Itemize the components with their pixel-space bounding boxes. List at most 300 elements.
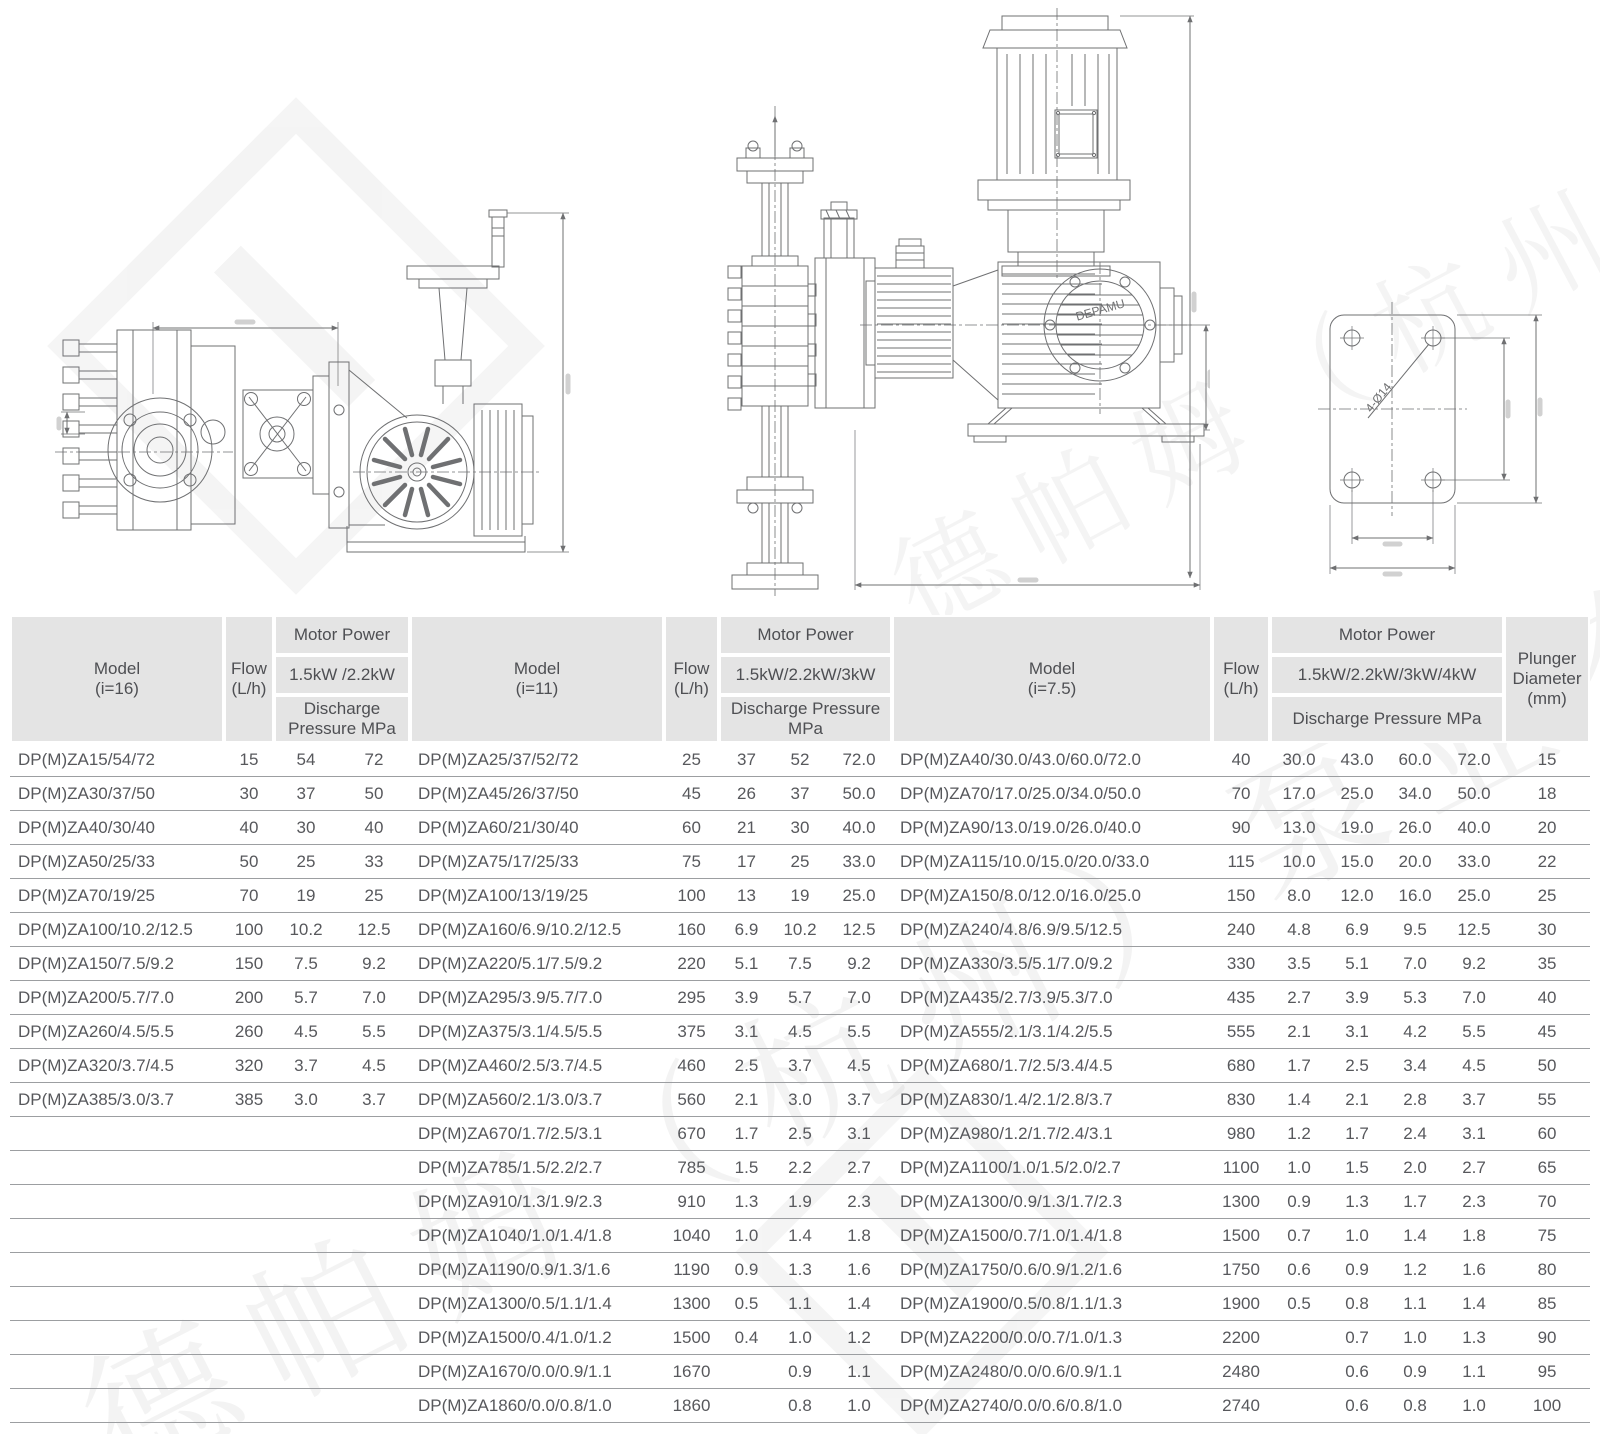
flow-cell (224, 1117, 274, 1151)
pressure-cell: 4.8 (1270, 913, 1328, 947)
pressure-cell: 2.8 (1386, 1083, 1444, 1117)
model-cell: DP(M)ZA45/26/37/50 (410, 777, 664, 811)
flow-cell: 670 (664, 1117, 719, 1151)
pressure-cell: 0.4 (719, 1321, 774, 1355)
flow-cell: 830 (1212, 1083, 1270, 1117)
pressure-cell (338, 1185, 410, 1219)
pressure-cell (338, 1389, 410, 1423)
pressure-cell: 1.3 (719, 1185, 774, 1219)
model-cell: DP(M)ZA295/3.9/5.7/7.0 (410, 981, 664, 1015)
table-row (10, 1253, 1590, 1287)
pressure-cell: 9.2 (826, 947, 892, 981)
pressure-cell: 25 (274, 845, 338, 879)
pressure-cell: 1.0 (774, 1321, 826, 1355)
pressure-cell: 3.9 (719, 981, 774, 1015)
pressure-cell: 2.3 (826, 1185, 892, 1219)
pressure-cell: 5.1 (1328, 947, 1386, 981)
pressure-cell: 72.0 (826, 743, 892, 777)
pressure-cell: 1.7 (1386, 1185, 1444, 1219)
model-cell: DP(M)ZA1750/0.6/0.9/1.2/1.6 (892, 1253, 1212, 1287)
flow-cell: 25 (664, 743, 719, 777)
pressure-cell: 2.5 (774, 1117, 826, 1151)
pressure-cell (1270, 1389, 1328, 1423)
pressure-cell: 25.0 (826, 879, 892, 913)
model-cell: DP(M)ZA25/37/52/72 (410, 743, 664, 777)
table-row (10, 1219, 1590, 1253)
model-cell: DP(M)ZA435/2.7/3.9/5.3/7.0 (892, 981, 1212, 1015)
flow-cell: 50 (224, 845, 274, 879)
flow-cell: 15 (224, 743, 274, 777)
pressure-cell: 3.0 (274, 1083, 338, 1117)
dimension-lines (1330, 315, 1542, 574)
flow-cell: 1100 (1212, 1151, 1270, 1185)
model-cell (10, 1151, 224, 1185)
pressure-cell: 50 (338, 777, 410, 811)
pressure-cell: 19 (774, 879, 826, 913)
pressure-cell: 2.0 (1386, 1151, 1444, 1185)
pressure-cell: 2.7 (1444, 1151, 1504, 1185)
pressure-cell: 0.9 (1270, 1185, 1328, 1219)
model-cell: DP(M)ZA555/2.1/3.1/4.2/5.5 (892, 1015, 1212, 1049)
model-cell: DP(M)ZA40/30/40 (10, 811, 224, 845)
pressure-cell: 26.0 (1386, 811, 1444, 845)
pressure-cell: 37 (774, 777, 826, 811)
table-row (10, 1015, 1590, 1049)
flow-cell: 60 (664, 811, 719, 845)
plunger-cell: 100 (1504, 1389, 1590, 1423)
pressure-cell: 1.8 (1444, 1219, 1504, 1253)
model-cell: DP(M)ZA70/19/25 (10, 879, 224, 913)
table-row (10, 743, 1590, 777)
flow-cell: 1500 (1212, 1219, 1270, 1253)
model-cell: DP(M)ZA50/25/33 (10, 845, 224, 879)
pressure-cell: 0.7 (1270, 1219, 1328, 1253)
handwheel (407, 210, 507, 404)
plunger-cell: 55 (1504, 1083, 1590, 1117)
pressure-cell (338, 1117, 410, 1151)
pressure-cell: 10.2 (774, 913, 826, 947)
model-cell: DP(M)ZA1860/0.0/0.8/1.0 (410, 1389, 664, 1423)
flow-cell: 2200 (1212, 1321, 1270, 1355)
pressure-cell: 5.7 (274, 981, 338, 1015)
pressure-cell: 7.0 (1386, 947, 1444, 981)
pressure-cell: 6.9 (1328, 913, 1386, 947)
model-cell: DP(M)ZA2740/0.0/0.6/0.8/1.0 (892, 1389, 1212, 1423)
flow-cell: 45 (664, 777, 719, 811)
model-cell: DP(M)ZA70/17.0/25.0/34.0/50.0 (892, 777, 1212, 811)
flow-cell: 460 (664, 1049, 719, 1083)
pressure-cell: 1.7 (1270, 1049, 1328, 1083)
flow-cell: 680 (1212, 1049, 1270, 1083)
pressure-cell: 4.5 (826, 1049, 892, 1083)
pressure-cell: 40 (338, 811, 410, 845)
pressure-cell: 1.2 (1386, 1253, 1444, 1287)
model-cell: DP(M)ZA240/4.8/6.9/9.5/12.5 (892, 913, 1212, 947)
pressure-cell: 3.7 (274, 1049, 338, 1083)
pressure-cell: 3.0 (774, 1083, 826, 1117)
flow-cell: 90 (1212, 811, 1270, 845)
pressure-cell: 33.0 (826, 845, 892, 879)
pressure-cell: 0.6 (1328, 1355, 1386, 1389)
pressure-cell: 2.3 (1444, 1185, 1504, 1219)
kw-header-i75: 1.5kW/2.2kW/3kW/4kW (1270, 655, 1504, 695)
pressure-cell: 17.0 (1270, 777, 1328, 811)
plunger-cell: 80 (1504, 1253, 1590, 1287)
plunger-cell: 45 (1504, 1015, 1590, 1049)
model-cell (10, 1355, 224, 1389)
pressure-cell (274, 1151, 338, 1185)
pressure-cell (1270, 1321, 1328, 1355)
pressure-cell: 33.0 (1444, 845, 1504, 879)
pressure-cell: 3.7 (774, 1049, 826, 1083)
pressure-cell: 3.7 (826, 1083, 892, 1117)
pressure-cell: 40.0 (1444, 811, 1504, 845)
flow-cell: 70 (224, 879, 274, 913)
pressure-cell: 1.5 (719, 1151, 774, 1185)
model-cell: DP(M)ZA150/8.0/12.0/16.0/25.0 (892, 879, 1212, 913)
pressure-cell: 2.4 (1386, 1117, 1444, 1151)
model-cell (10, 1287, 224, 1321)
pressure-cell: 1.6 (826, 1253, 892, 1287)
flow-header-i11: Flow (L/h) (664, 615, 719, 743)
flow-cell: 100 (664, 879, 719, 913)
pressure-cell (274, 1185, 338, 1219)
pressure-cell: 8.0 (1270, 879, 1328, 913)
table-row (10, 1389, 1590, 1423)
pressure-cell: 1.3 (1444, 1321, 1504, 1355)
pressure-cell: 7.5 (774, 947, 826, 981)
pressure-cell: 2.1 (1328, 1083, 1386, 1117)
pressure-cell (274, 1355, 338, 1389)
pressure-cell: 2.5 (1328, 1049, 1386, 1083)
pressure-cell: 5.5 (826, 1015, 892, 1049)
pressure-cell: 1.5 (1328, 1151, 1386, 1185)
pressure-cell: 15.0 (1328, 845, 1386, 879)
pressure-cell: 5.3 (1386, 981, 1444, 1015)
flow-cell: 980 (1212, 1117, 1270, 1151)
pressure-cell: 0.5 (1270, 1287, 1328, 1321)
pressure-cell: 50.0 (826, 777, 892, 811)
flow-cell: 1190 (664, 1253, 719, 1287)
flow-cell: 560 (664, 1083, 719, 1117)
pressure-cell: 3.1 (826, 1117, 892, 1151)
flow-cell (224, 1389, 274, 1423)
pressure-cell: 52 (774, 743, 826, 777)
pressure-cell: 30 (774, 811, 826, 845)
pressure-cell: 3.1 (719, 1015, 774, 1049)
pressure-cell: 2.1 (1270, 1015, 1328, 1049)
table-row (10, 1117, 1590, 1151)
pressure-cell: 3.9 (1328, 981, 1386, 1015)
plunger-cell: 18 (1504, 777, 1590, 811)
pressure-cell: 1.1 (826, 1355, 892, 1389)
model-cell (10, 1321, 224, 1355)
pressure-cell: 43.0 (1328, 743, 1386, 777)
pressure-cell: 20.0 (1386, 845, 1444, 879)
pressure-cell: 16.0 (1386, 879, 1444, 913)
model-cell: DP(M)ZA200/5.7/7.0 (10, 981, 224, 1015)
pressure-cell: 5.7 (774, 981, 826, 1015)
model-cell: DP(M)ZA260/4.5/5.5 (10, 1015, 224, 1049)
flow-cell (224, 1355, 274, 1389)
plunger-cell: 15 (1504, 743, 1590, 777)
pressure-cell (274, 1219, 338, 1253)
pressure-cell: 4.5 (338, 1049, 410, 1083)
model-header-label: Model (93, 659, 141, 678)
plunger-cell: 22 (1504, 845, 1590, 879)
model-header-i16 (10, 615, 224, 743)
flow-cell: 385 (224, 1083, 274, 1117)
pressure-cell: 1.4 (1444, 1287, 1504, 1321)
model-cell (10, 1219, 224, 1253)
pressure-cell: 1.7 (719, 1117, 774, 1151)
table-row (10, 1355, 1590, 1389)
pressure-cell (338, 1219, 410, 1253)
model-cell: DP(M)ZA30/37/50 (10, 777, 224, 811)
pressure-cell: 2.5 (719, 1049, 774, 1083)
pressure-cell: 5.5 (338, 1015, 410, 1049)
flow-cell: 1040 (664, 1219, 719, 1253)
kw-header-i16: 1.5kW /2.2kW (274, 655, 410, 695)
table-row (10, 1049, 1590, 1083)
pressure-cell: 1.1 (1444, 1355, 1504, 1389)
flow-cell (224, 1151, 274, 1185)
flow-cell: 435 (1212, 981, 1270, 1015)
model-cell: DP(M)ZA60/21/30/40 (410, 811, 664, 845)
pressure-cell: 1.3 (1328, 1185, 1386, 1219)
pressure-cell (274, 1389, 338, 1423)
pressure-cell: 2.2 (774, 1151, 826, 1185)
flow-cell (224, 1321, 274, 1355)
pressure-cell: 2.7 (1270, 981, 1328, 1015)
plunger-cell: 95 (1504, 1355, 1590, 1389)
pressure-cell: 7.5 (274, 947, 338, 981)
spec-table (10, 615, 1590, 1423)
model-cell: DP(M)ZA320/3.7/4.5 (10, 1049, 224, 1083)
plunger-diameter-header: Plunger Diameter (mm) (1504, 615, 1590, 743)
pressure-cell: 3.1 (1444, 1117, 1504, 1151)
pressure-cell: 72.0 (1444, 743, 1504, 777)
flow-cell: 260 (224, 1015, 274, 1049)
model-cell: DP(M)ZA90/13.0/19.0/26.0/40.0 (892, 811, 1212, 845)
plunger-cell: 40 (1504, 981, 1590, 1015)
flow-cell: 100 (224, 913, 274, 947)
pressure-cell (338, 1253, 410, 1287)
table-row (10, 947, 1590, 981)
model-cell: DP(M)ZA100/13/19/25 (410, 879, 664, 913)
table-row (10, 845, 1590, 879)
pressure-cell: 37 (719, 743, 774, 777)
model-cell: DP(M)ZA680/1.7/2.5/3.4/4.5 (892, 1049, 1212, 1083)
model-cell: DP(M)ZA910/1.3/1.9/2.3 (410, 1185, 664, 1219)
flow-cell: 785 (664, 1151, 719, 1185)
pressure-cell: 0.8 (1328, 1287, 1386, 1321)
model-cell: DP(M)ZA1670/0.0/0.9/1.1 (410, 1355, 664, 1389)
gear-ratio-label: (i=11) (515, 679, 559, 699)
table-row (10, 913, 1590, 947)
table-row (10, 981, 1590, 1015)
flow-cell: 1300 (1212, 1185, 1270, 1219)
gear-ratio-label: (i=16) (95, 679, 139, 699)
discharge-header-i75: Discharge Pressure MPa (1270, 695, 1504, 743)
discharge-header-i16: Discharge Pressure MPa (274, 695, 410, 743)
model-cell: DP(M)ZA670/1.7/2.5/3.1 (410, 1117, 664, 1151)
model-cell: DP(M)ZA1300/0.9/1.3/1.7/2.3 (892, 1185, 1212, 1219)
flow-cell (224, 1185, 274, 1219)
flow-cell: 40 (224, 811, 274, 845)
pressure-cell: 2.7 (826, 1151, 892, 1185)
table-row (10, 1083, 1590, 1117)
pressure-cell: 0.9 (719, 1253, 774, 1287)
pressure-cell: 12.5 (826, 913, 892, 947)
pressure-cell: 3.1 (1328, 1015, 1386, 1049)
model-cell: DP(M)ZA1190/0.9/1.3/1.6 (410, 1253, 664, 1287)
pump-front-view-drawing (690, 0, 1210, 600)
pressure-cell: 12.5 (338, 913, 410, 947)
pressure-cell: 9.2 (338, 947, 410, 981)
hole-size-label: 4-Ø14 (1362, 380, 1395, 415)
model-cell: DP(M)ZA460/2.5/3.7/4.5 (410, 1049, 664, 1083)
model-cell: DP(M)ZA375/3.1/4.5/5.5 (410, 1015, 664, 1049)
pressure-cell: 0.9 (774, 1355, 826, 1389)
pressure-cell: 2.1 (719, 1083, 774, 1117)
pressure-cell: 1.9 (774, 1185, 826, 1219)
table-row (10, 1287, 1590, 1321)
flow-cell: 150 (224, 947, 274, 981)
pump-side-view-drawing (55, 180, 635, 580)
pressure-cell: 4.5 (774, 1015, 826, 1049)
pressure-cell: 10.0 (1270, 845, 1328, 879)
discharge-header-i11: Discharge Pressure MPa (719, 695, 892, 743)
model-cell: DP(M)ZA1500/0.4/1.0/1.2 (410, 1321, 664, 1355)
model-cell: DP(M)ZA1100/1.0/1.5/2.0/2.7 (892, 1151, 1212, 1185)
model-header-i75 (892, 615, 1212, 743)
model-cell: DP(M)ZA160/6.9/10.2/12.5 (410, 913, 664, 947)
pressure-cell (1270, 1355, 1328, 1389)
model-cell: DP(M)ZA385/3.0/3.7 (10, 1083, 224, 1117)
model-cell (10, 1117, 224, 1151)
motor-power-header-i16: Motor Power (274, 615, 410, 655)
pressure-cell: 1.4 (1270, 1083, 1328, 1117)
flow-cell: 555 (1212, 1015, 1270, 1049)
flange-bolts (63, 340, 117, 518)
crankcase (998, 262, 1182, 408)
motor (978, 16, 1130, 276)
model-cell: DP(M)ZA220/5.1/7.5/9.2 (410, 947, 664, 981)
model-header-label: Model (513, 659, 561, 678)
plunger-cell: 30 (1504, 913, 1590, 947)
table-row (10, 1151, 1590, 1185)
table-row (10, 1185, 1590, 1219)
model-cell: DP(M)ZA150/7.5/9.2 (10, 947, 224, 981)
pressure-cell: 1.0 (1386, 1321, 1444, 1355)
flow-cell: 2480 (1212, 1355, 1270, 1389)
pressure-cell (274, 1321, 338, 1355)
pressure-cell: 50.0 (1444, 777, 1504, 811)
table-row (10, 811, 1590, 845)
base-plate (968, 408, 1204, 442)
flow-cell: 320 (224, 1049, 274, 1083)
plunger-cell: 90 (1504, 1321, 1590, 1355)
plunger-cell: 70 (1504, 1185, 1590, 1219)
pressure-cell: 1.0 (1328, 1219, 1386, 1253)
model-cell: DP(M)ZA75/17/25/33 (410, 845, 664, 879)
flow-cell: 160 (664, 913, 719, 947)
motor-power-header-i11: Motor Power (719, 615, 892, 655)
flow-cell (224, 1287, 274, 1321)
pressure-cell: 1.2 (826, 1321, 892, 1355)
model-cell (10, 1253, 224, 1287)
pressure-cell: 0.9 (1386, 1355, 1444, 1389)
pressure-cell: 21 (719, 811, 774, 845)
motor-power-header-i75: Motor Power (1270, 615, 1504, 655)
model-cell (10, 1185, 224, 1219)
plunger-cell: 85 (1504, 1287, 1590, 1321)
pressure-cell: 10.2 (274, 913, 338, 947)
pressure-cell: 19.0 (1328, 811, 1386, 845)
flow-cell (224, 1253, 274, 1287)
table-row (10, 879, 1590, 913)
pressure-cell: 9.5 (1386, 913, 1444, 947)
pressure-cell: 25.0 (1444, 879, 1504, 913)
model-cell: DP(M)ZA330/3.5/5.1/7.0/9.2 (892, 947, 1212, 981)
pressure-cell: 13 (719, 879, 774, 913)
model-cell: DP(M)ZA830/1.4/2.1/2.8/3.7 (892, 1083, 1212, 1117)
model-cell: DP(M)ZA1900/0.5/0.8/1.1/1.3 (892, 1287, 1212, 1321)
pressure-cell: 7.0 (338, 981, 410, 1015)
pressure-cell (338, 1321, 410, 1355)
pressure-cell: 1.1 (774, 1287, 826, 1321)
pressure-cell: 3.7 (1444, 1083, 1504, 1117)
pressure-cell: 1.4 (1386, 1219, 1444, 1253)
flow-cell: 240 (1212, 913, 1270, 947)
plunger-cell: 60 (1504, 1117, 1590, 1151)
pressure-cell (274, 1253, 338, 1287)
pressure-cell: 13.0 (1270, 811, 1328, 845)
flow-header-i75: Flow (L/h) (1212, 615, 1270, 743)
flow-cell: 1750 (1212, 1253, 1270, 1287)
pressure-cell: 3.7 (338, 1083, 410, 1117)
pressure-cell: 1.4 (826, 1287, 892, 1321)
plunger-cell: 65 (1504, 1151, 1590, 1185)
pressure-cell: 25 (338, 879, 410, 913)
pressure-cell: 0.6 (1328, 1389, 1386, 1423)
pressure-cell: 6.9 (719, 913, 774, 947)
model-cell: DP(M)ZA100/10.2/12.5 (10, 913, 224, 947)
model-cell: DP(M)ZA2200/0.0/0.7/1.0/1.3 (892, 1321, 1212, 1355)
depamu-logo-text: DEPAMU (1074, 296, 1127, 324)
pressure-cell: 4.5 (274, 1015, 338, 1049)
pressure-cell: 0.8 (774, 1389, 826, 1423)
kw-header-i11: 1.5kW/2.2kW/3kW (719, 655, 892, 695)
pressure-cell (719, 1355, 774, 1389)
pressure-cell: 54 (274, 743, 338, 777)
flow-cell: 1900 (1212, 1287, 1270, 1321)
pressure-cell: 60.0 (1386, 743, 1444, 777)
pressure-cell: 3.5 (1270, 947, 1328, 981)
gear-ratio-label: (i=7.5) (1027, 679, 1077, 699)
table-row (10, 1321, 1590, 1355)
pressure-cell: 3.4 (1386, 1049, 1444, 1083)
pressure-cell: 7.0 (1444, 981, 1504, 1015)
pressure-cell: 1.6 (1444, 1253, 1504, 1287)
pressure-cell: 25.0 (1328, 777, 1386, 811)
pressure-cell: 4.2 (1386, 1015, 1444, 1049)
plunger-cell: 25 (1504, 879, 1590, 913)
pressure-cell: 12.5 (1444, 913, 1504, 947)
pressure-cell: 1.3 (774, 1253, 826, 1287)
pressure-cell: 19 (274, 879, 338, 913)
